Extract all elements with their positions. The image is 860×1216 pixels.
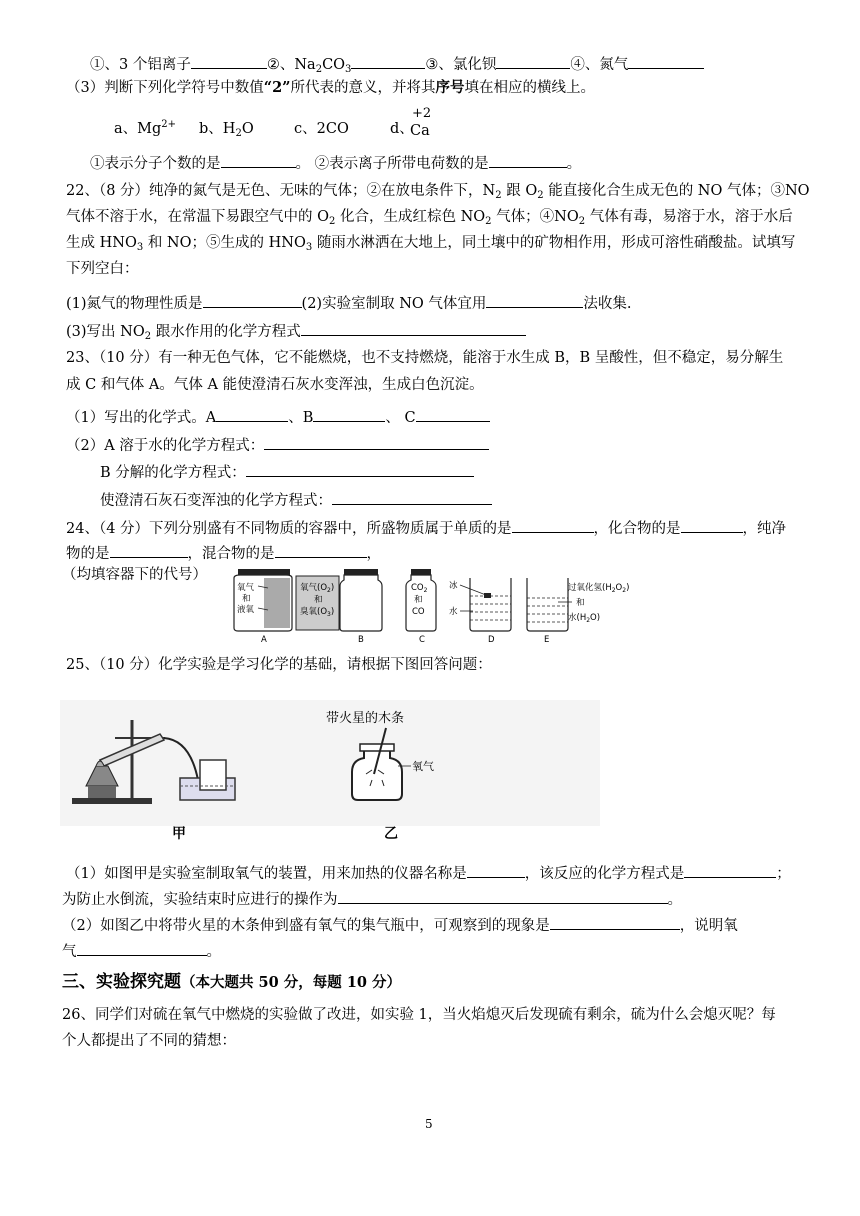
answer-blank[interactable]	[467, 862, 525, 878]
answer-blank[interactable]	[77, 940, 207, 956]
figure-label-jia: 甲	[172, 826, 186, 842]
q25-intro: 25、（10 分）化学实验是学习化学的基础，请根据下图回答问题：	[66, 657, 492, 673]
answer-blank[interactable]	[110, 542, 188, 558]
answer-blank[interactable]	[496, 53, 570, 69]
q24-para-line2: 物的是 ，混合物的是 ，	[66, 542, 381, 564]
q21-option-d: d、	[390, 121, 414, 137]
container-d	[449, 578, 511, 644]
answer-blank[interactable]	[191, 53, 267, 69]
answer-blank[interactable]	[512, 517, 594, 533]
answer-blank[interactable]	[489, 152, 567, 168]
q23-question2c: 使澄清石灰石变浑浊的化学方程式：	[100, 489, 492, 511]
q22-para-line2: 气体不溶于水，在常温下易跟空气中的 $O_2$ 化合，生成红棕色 $NO_2$ 气体；$④NO_2$ 气体有毒，易溶于水，溶于水后	[66, 209, 793, 227]
answer-blank[interactable]	[216, 406, 288, 422]
answer-blank[interactable]	[681, 517, 743, 533]
container-c-text3: CO	[412, 607, 425, 617]
q23-para-line1: 23、（10 分）有一种无色气体，它不能燃烧，也不支持燃烧，能溶于水生成 B，B 呈酸性，但不稳定，易分解生	[66, 350, 784, 366]
page-number: 5	[425, 1117, 433, 1131]
calcium-symbol: Ca	[410, 123, 430, 139]
container-e-text2: 和	[576, 598, 585, 608]
containers-figure	[228, 568, 678, 644]
container-label-a: A	[261, 635, 267, 644]
container-e-text3: 水$(H_2O)$	[568, 613, 601, 624]
answer-blank[interactable]	[486, 292, 583, 308]
container-b-text1: 氧气$(O_2)$	[300, 583, 335, 594]
q23-para-line2: 成 C 和气体 A。气体 A 能使澄清石灰水变浑浊，生成白色沉淀。	[66, 377, 484, 393]
container-a	[234, 569, 292, 644]
q21-line1: ①、3 个铝离子 ②、$Na_2CO_3$ ③、氯化钡 ④、氮气	[90, 53, 704, 75]
container-d-text1: 冰	[449, 581, 458, 591]
q22-para-line4: 下列空白：	[66, 261, 139, 277]
q26-para-line1: 26、同学们对硫在氧气中燃烧的实验做了改进，如实验 1，当火焰熄灭后发现硫有剩余，硫为什么会熄灭呢？每	[62, 1007, 776, 1023]
answer-blank[interactable]	[246, 461, 474, 477]
q25-question1b: 为防止水倒流，实验结束时应进行的操作为 。	[62, 888, 682, 910]
container-label-c: C	[419, 635, 425, 644]
q23-question2: （2）A 溶于水的化学方程式：	[66, 434, 489, 456]
answer-blank[interactable]	[221, 152, 296, 168]
answer-blank[interactable]	[628, 53, 704, 69]
q23-question2b: B 分解的化学方程式：	[100, 461, 474, 483]
q24-para-line1: 24、（4 分）下列分别盛有不同物质的容器中，所盛物质属于单质的是 ，化合物的是 ，纯净	[66, 517, 786, 539]
container-e-text1: 过氧化氢$(H_2O_2)$	[568, 583, 630, 594]
container-e	[527, 578, 629, 644]
container-a-text3: 液氧	[237, 605, 255, 615]
answer-blank[interactable]	[351, 53, 425, 69]
q25-question1: （1）如图甲是实验室制取氧气的装置，用来加热的仪器名称是 ，该反应的化学方程式是 ；	[66, 862, 791, 884]
container-c-text2: 和	[414, 595, 423, 605]
glowing-splint-label: 带火星的木条	[326, 711, 405, 726]
answer-blank[interactable]	[313, 406, 385, 422]
container-b	[296, 569, 382, 644]
answer-blank[interactable]	[203, 292, 302, 308]
answer-blank[interactable]	[416, 406, 490, 422]
q23-question1: （1）写出的化学式。A 、B 、 C	[66, 406, 490, 428]
q21-option-c: c、2CO	[294, 121, 349, 137]
container-d-text2: 水	[449, 607, 458, 617]
q22-question3: (3)写出 $NO_2$ 跟水作用的化学方程式	[66, 320, 526, 342]
container-c	[406, 569, 436, 644]
container-b-text3: 臭氧$(O_3)$	[300, 607, 335, 618]
container-a-text1: 氧气	[237, 583, 255, 593]
q21-item1: ①、3 个铝离子	[90, 57, 191, 73]
oxygen-label: 氧气	[412, 760, 434, 773]
q22-para-line3: 生成 $HNO_3$ 和 NO；⑤生成的 $HNO_3$ 随雨水淋洒在大地上，同土壤中的矿物相作用，形成可溶性硝酸盐。试填写	[66, 235, 796, 253]
q25-question2: （2）如图乙中将带火星的木条伸到盛有氧气的集气瓶中，可观察到的现象是 ，说明氧	[62, 914, 738, 936]
q24-note: （均填容器下的代号）	[62, 567, 207, 583]
q21-option-a: a、$Mg^{2+}$	[114, 119, 177, 137]
q22-question1: (1)氮气的物理性质是 (2)实验室制取 NO 气体宜用 法收集.	[66, 292, 632, 314]
container-label-b: B	[358, 635, 364, 644]
q21-line4: ①表示分子个数的是 。 ②表示离子所带电荷数的是 。	[90, 152, 581, 174]
valence-mark: +2	[412, 106, 432, 121]
q26-para-line2: 个人都提出了不同的猜想：	[62, 1033, 236, 1049]
q25-apparatus-figure	[60, 700, 600, 850]
answer-blank[interactable]	[550, 914, 680, 930]
answer-blank[interactable]	[332, 489, 492, 505]
answer-blank[interactable]	[684, 862, 776, 878]
q21-line2: （3）判断下列化学符号中数值“2”所代表的意义，并将其序号填在相应的横线上。	[66, 79, 596, 96]
answer-blank[interactable]	[338, 888, 668, 904]
answer-blank[interactable]	[301, 320, 526, 336]
section-3-heading: 三、实验探究题（本大题共 50 分，每题 10 分）	[62, 972, 402, 992]
q21-option-b: b、$H_2O$	[199, 121, 254, 139]
container-label-e: E	[544, 635, 550, 644]
q22-para-line1: 22、（8 分）纯净的氮气是无色、无味的气体；②在放电条件下，$N_2$ 跟 $O_2$ 能直接化合生成无色的 NO 气体；③NO	[66, 183, 810, 201]
container-b-text2: 和	[314, 595, 323, 605]
figure-label-yi: 乙	[384, 826, 398, 842]
container-label-d: D	[488, 635, 495, 644]
q25-question2b: 气 。	[62, 940, 221, 962]
answer-blank[interactable]	[264, 434, 489, 450]
container-c-text1: $CO_2$	[411, 583, 428, 594]
answer-blank[interactable]	[275, 542, 367, 558]
container-a-text2: 和	[242, 594, 251, 604]
